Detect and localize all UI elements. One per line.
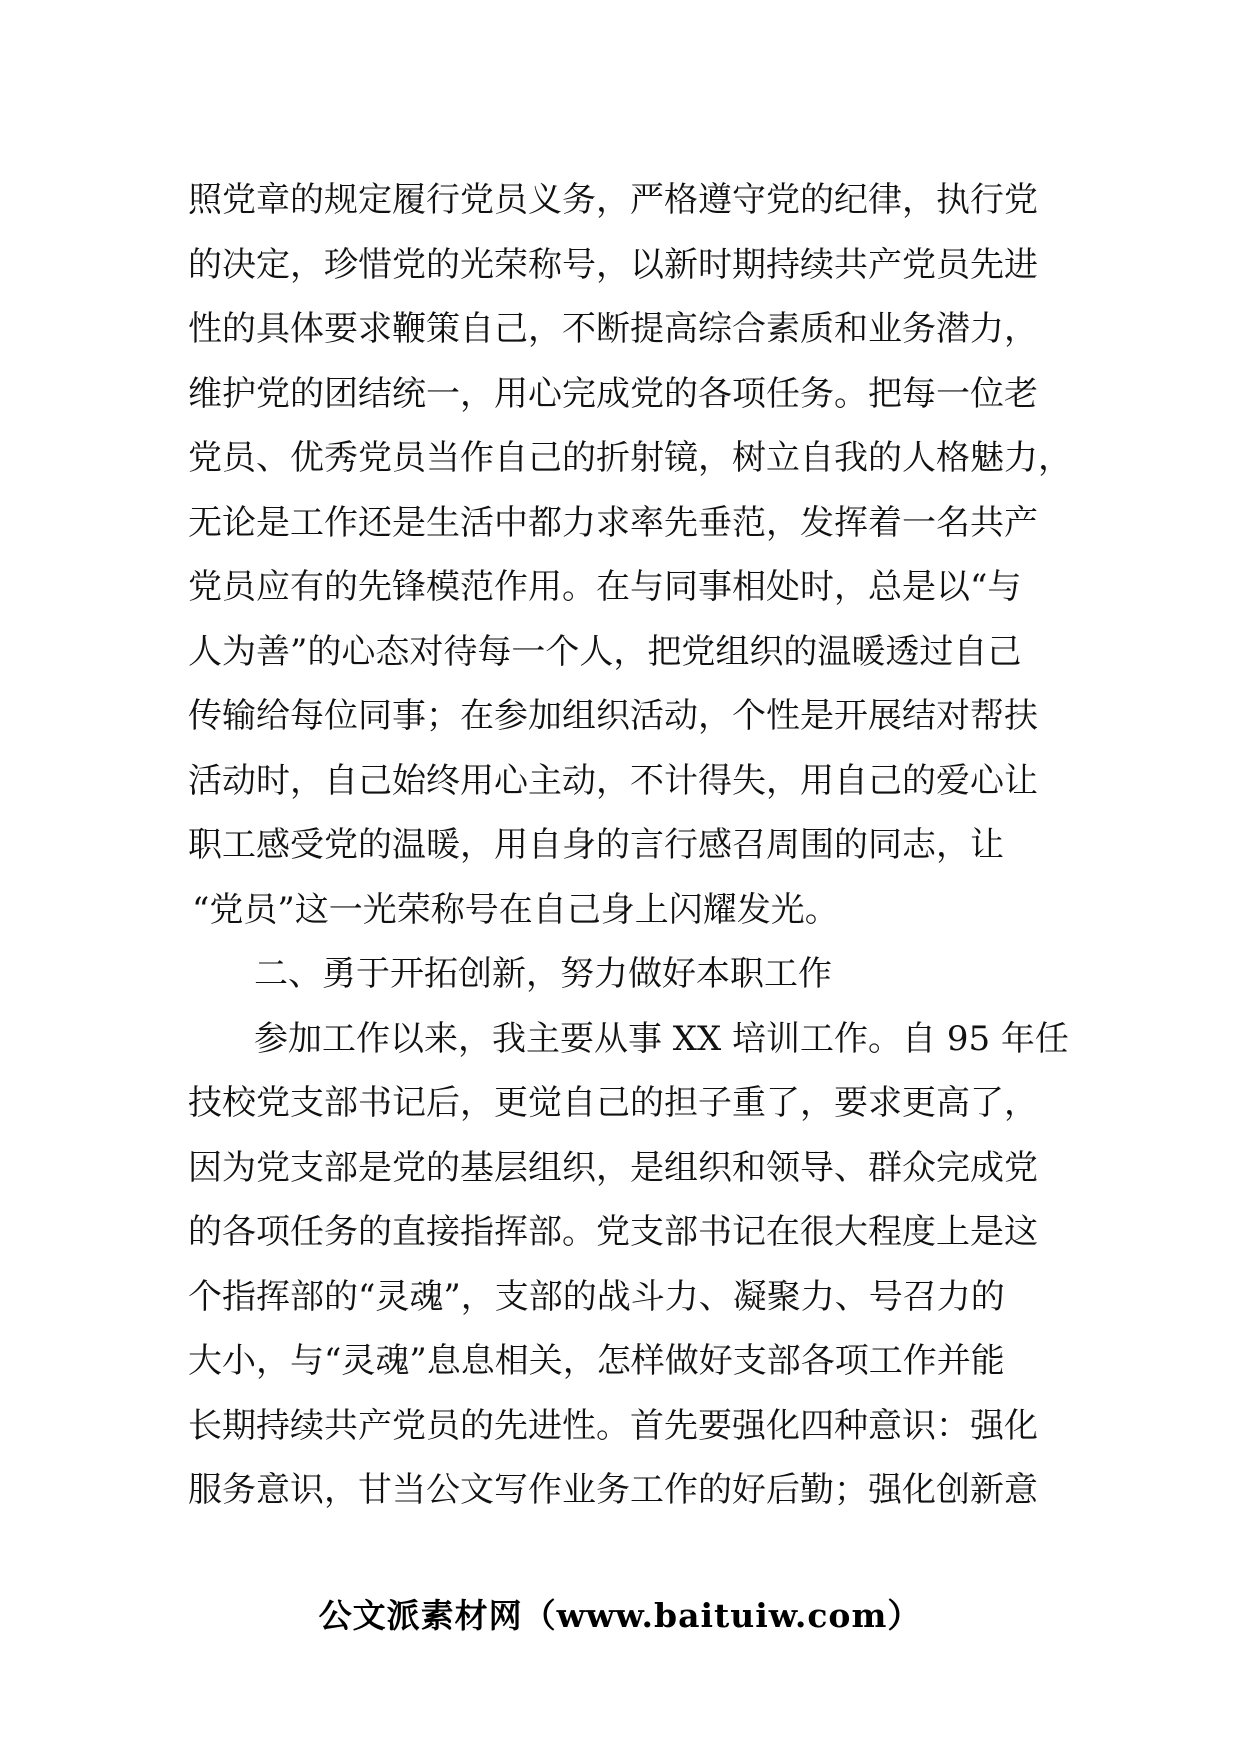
text-line: 服务意识，甘当公文写作业务工作的好后勤；强化创新意 <box>188 1470 1038 1510</box>
text-line: 的决定，珍惜党的光荣称号，以新时期持续共产党员先进 <box>188 244 1038 285</box>
text-line: “党员”这一光荣称号在自己身上闪耀发光。 <box>192 889 839 930</box>
text-line: 技校党支部书记后，更觉自己的担子重了，要求更高了， <box>188 1083 1038 1123</box>
text-line: 党员应有的先锋模范作用。在与同事相处时，总是以“与 <box>188 567 1022 607</box>
text-line: 大小，与“灵魂”息息相关，怎样做好支部各项工作并能 <box>188 1341 1005 1381</box>
text-line: 个指挥部的“灵魂”，支部的战斗力、凝聚力、号召力的 <box>188 1276 1005 1317</box>
text-line: 党员、优秀党员当作自己的折射镜，树立自我的人格魅力， <box>188 438 1072 478</box>
text-line: 职工感受党的温暖，用自身的言行感召周围的同志，让 <box>188 825 1004 865</box>
text-line: 的各项任务的直接指挥部。党支部书记在很大程度上是这 <box>188 1212 1038 1252</box>
paragraph-first-line: 参加工作以来，我主要从事 XX 培训工作。自 95 年任 <box>254 1018 1069 1059</box>
text-line: 无论是工作还是生活中都力求率先垂范，发挥着一名共产 <box>188 502 1038 543</box>
document-body <box>188 168 1072 1523</box>
text-line: 活动时，自己始终用心主动，不计得失，用自己的爱心让 <box>188 760 1038 801</box>
text-line: 人为善”的心态对待每一个人，把党组织的温暖透过自己 <box>188 631 1022 672</box>
text-line: 性的具体要求鞭策自己，不断提高综合素质和业务潜力， <box>188 309 1038 349</box>
text-line: 照党章的规定履行党员义务，严格遵守党的纪律，执行党 <box>188 180 1038 220</box>
section-heading: 二、勇于开拓创新，努力做好本职工作 <box>254 954 832 994</box>
page-footer-watermark: 公文派素材网（www.baituiw.com） <box>318 1596 922 1635</box>
text-line: 维护党的团结统一，用心完成党的各项任务。把每一位老 <box>188 373 1038 414</box>
text-line: 传输给每位同事；在参加组织活动，个性是开展结对帮扶 <box>188 696 1038 736</box>
text-line: 长期持续共产党员的先进性。首先要强化四种意识：强化 <box>188 1405 1038 1446</box>
text-line: 因为党支部是党的基层组织，是组织和领导、群众完成党 <box>188 1147 1038 1188</box>
